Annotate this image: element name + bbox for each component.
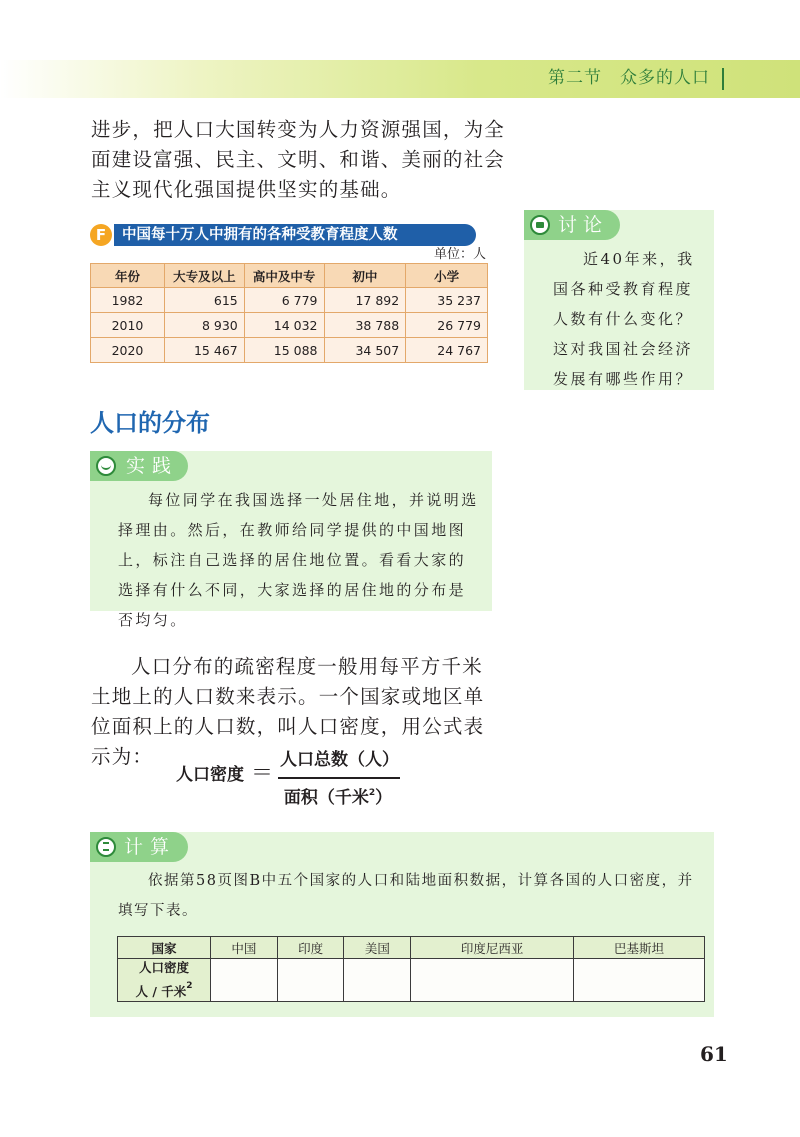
- table-cell: 17 892: [324, 288, 406, 313]
- table-row: [91, 338, 488, 363]
- calculation-text: 依据第58页图B中五个国家的人口和陆地面积数据，计算各国的人口密度，并填写下表。: [118, 873, 694, 919]
- table-header-cell: 高中及中专: [244, 264, 324, 288]
- practice-icon: [96, 456, 116, 476]
- discussion-text: 近40年来，我国各种受教育程度人数有什么变化？这对我国社会经济发展有哪些作用？: [553, 250, 695, 388]
- table-header-cell: 中国: [211, 937, 278, 959]
- density-table: [117, 936, 705, 1002]
- table-cell: 1982: [91, 288, 165, 313]
- denominator-close: ）: [375, 788, 393, 808]
- calculation-label: 计算: [124, 836, 177, 858]
- page-number: 61: [700, 1042, 728, 1066]
- table-header-cell: 美国: [344, 937, 411, 959]
- table-header-cell: 巴基斯坦: [574, 937, 705, 959]
- table-header-cell: 印度尼西亚: [411, 937, 574, 959]
- density-paragraph: 人口分布的疏密程度一般用每平方千米土地上的人口数来表示。一个国家或地区单位面积上的人口数，叫人口密度，用公式表示为：: [91, 655, 485, 768]
- denominator-superscript: 2: [368, 788, 376, 798]
- table-header-cell: 小学: [406, 264, 488, 288]
- discussion-icon: [530, 215, 550, 235]
- table-header-cell: 年份: [91, 264, 165, 288]
- table-cell: 2020: [91, 338, 165, 363]
- table-cell: 26 779: [406, 313, 488, 338]
- table-row: [91, 313, 488, 338]
- practice-text: 每位同学在我国选择一处居住地，并说明选择理由。然后，在教师给同学提供的中国地图上，标注自己选择的居住地位置。看看大家的选择有什么不同，大家选择的居住地的分布是否均匀。: [118, 491, 479, 629]
- section-number: 第二节: [548, 68, 602, 88]
- chapter-header: [548, 62, 710, 94]
- table-cell: 6 779: [244, 288, 324, 313]
- table-cell: 24 767: [406, 338, 488, 363]
- answer-cell-indonesia[interactable]: [411, 959, 574, 1002]
- row-label-superscript: 2: [186, 981, 193, 991]
- table-cell: 615: [164, 288, 244, 313]
- intro-paragraph: 进步，把人口大国转变为人力资源强国，为全面建设富强、民主、文明、和谐、美丽的社会主义现代化强国提供坚实的基础。: [91, 118, 506, 201]
- fraction-bar: [278, 777, 400, 779]
- table-title: 中国每十万人中拥有的各种受教育程度人数: [114, 224, 476, 246]
- table-cell: 35 237: [406, 288, 488, 313]
- formula-numerator: 人口总数（人）: [280, 750, 399, 770]
- table-cell: 34 507: [324, 338, 406, 363]
- table-header-cell: 国家: [118, 937, 211, 959]
- practice-label: 实践: [126, 455, 179, 477]
- table-cell: 8 930: [164, 313, 244, 338]
- formula-lhs: 人口密度: [176, 765, 244, 785]
- answer-cell-pakistan[interactable]: [574, 959, 705, 1002]
- education-table: [90, 263, 488, 363]
- formula-equals: ＝: [251, 761, 274, 786]
- row-label-unit: 人 / 千米: [135, 984, 187, 999]
- row-label-line2: [118, 977, 210, 1001]
- table-cell: 38 788: [324, 313, 406, 338]
- table-header-cell: 初中: [324, 264, 406, 288]
- table-unit: 单位：人: [434, 247, 487, 262]
- row-label-line1: 人口密度: [138, 960, 189, 975]
- discussion-label: 讨论: [558, 214, 609, 236]
- table-row: [91, 288, 488, 313]
- figure-badge: F: [90, 224, 112, 246]
- table-row: [118, 959, 705, 1002]
- section-heading: 人口的分布: [90, 409, 210, 437]
- calculator-icon: [96, 837, 116, 857]
- table-header-cell: 印度: [277, 937, 344, 959]
- table-cell: 2010: [91, 313, 165, 338]
- row-header-cell: [118, 959, 211, 1002]
- header-divider: [722, 68, 724, 90]
- answer-cell-usa[interactable]: [344, 959, 411, 1002]
- table-cell: 15 088: [244, 338, 324, 363]
- answer-cell-china[interactable]: [211, 959, 278, 1002]
- formula-denominator: [280, 781, 396, 810]
- section-title: 众多的人口: [620, 68, 710, 88]
- denominator-text: 面积（千米: [283, 788, 369, 808]
- table-header-cell: 大专及以上: [164, 264, 244, 288]
- answer-cell-india[interactable]: [277, 959, 344, 1002]
- table-cell: 15 467: [164, 338, 244, 363]
- table-cell: 14 032: [244, 313, 324, 338]
